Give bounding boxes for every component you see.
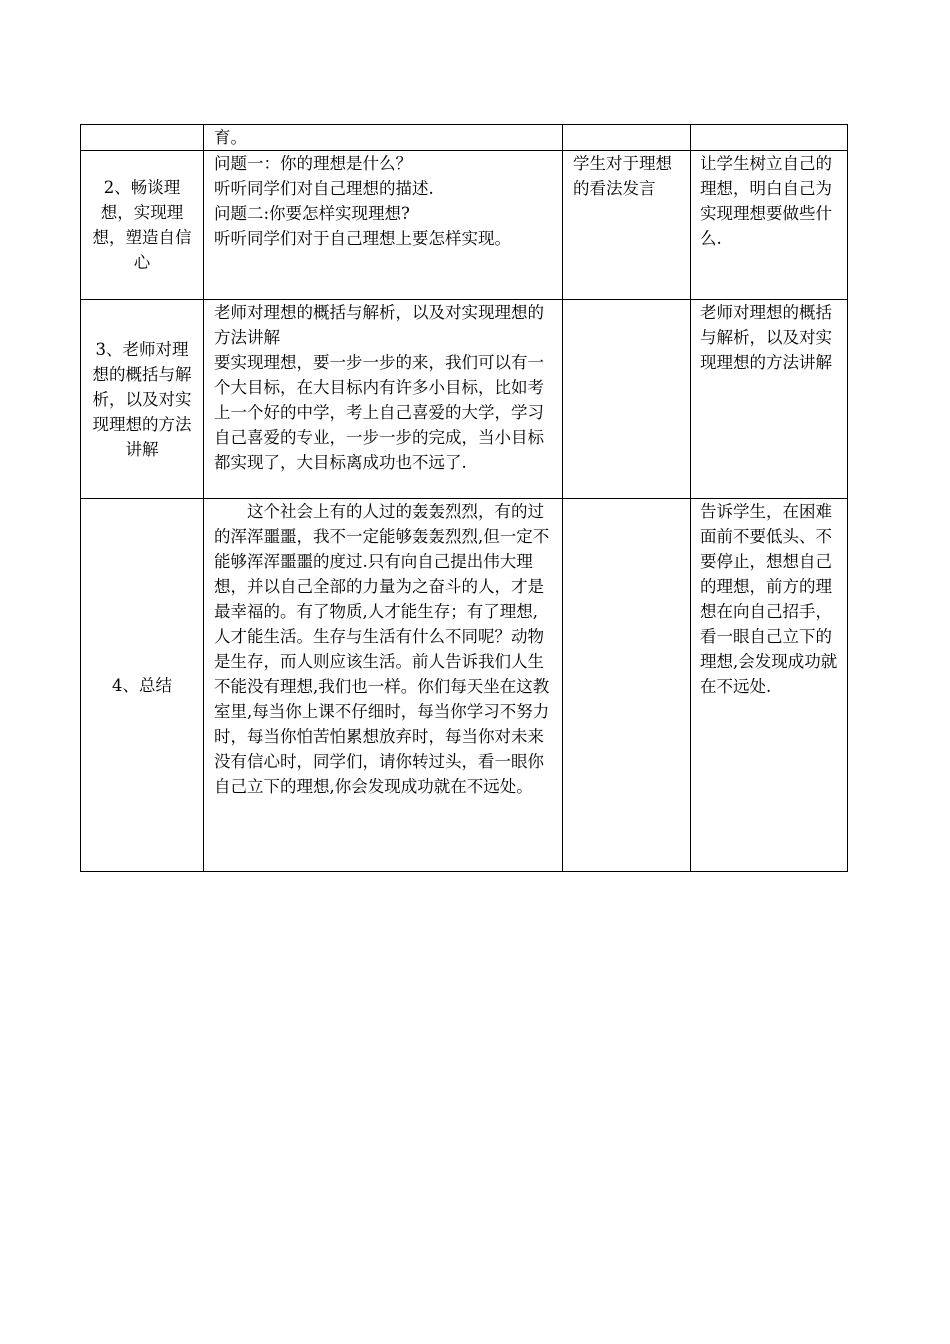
purpose-cell: 老师对理想的概括与解析，以及对实现理想的方法讲解	[691, 300, 848, 499]
student-activity-cell	[563, 125, 691, 151]
content-paragraph: 这个社会上有的人过的轰轰烈烈，有的过的浑浑噩噩，我不一定能够轰轰烈烈,但一定不能够浑浑噩噩的度过.只有向自己提出伟大理想，并以自己全部的力量为之奋斗的人，才是最幸福的。有了物质,人才能生存；有了理想,人才能生活。生存与生活有什么不同呢？动物是生存，而人则应该生活。前人告诉我们人生不能没有理想,我们也一样。你们每天坐在这教室里,每当你上课不仔细时，每当你学习不努力时，每当你怕苦怕累想放弃时，每当你对未来没有信心时，同学们，请你转过头，看一眼你自己立下的理想,你会发现成功就在不远处。	[214, 502, 550, 796]
content-cell	[204, 151, 563, 300]
table-row	[81, 151, 848, 300]
table-row	[81, 125, 848, 151]
content-paragraph: 问题二:你要怎样实现理想?	[214, 204, 410, 223]
purpose-cell	[691, 125, 848, 151]
purpose-cell: 告诉学生，在困难面前不要低头、不要停止，想想自己的理想，前方的理想在向自己招手，看一眼自己立下的理想,会发现成功就在不远处.	[691, 499, 848, 872]
content-paragraph: 要实现理想，要一步一步的来，我们可以有一个大目标，在大目标内有许多小目标，比如考上一个好的中学，考上自己喜爱的大学，学习自己喜爱的专业，一步一步的完成，当小目标都实现了，大目标离成功也不远了.	[214, 353, 544, 472]
table-row	[81, 300, 848, 499]
content-cell	[204, 300, 563, 499]
content-paragraph: 听听同学们对自己理想的描述.	[214, 179, 434, 198]
content-paragraph: 问题一：你的理想是什么？	[214, 154, 412, 173]
step-cell: 3、老师对理想的概括与解析，以及对实现理想的方法讲解	[81, 300, 204, 499]
table-row	[81, 499, 848, 872]
step-cell	[81, 125, 204, 151]
content-cell	[204, 499, 563, 872]
content-paragraph: 老师对理想的概括与解析，以及对实现理想的方法讲解	[214, 303, 544, 347]
step-cell: 2、畅谈理想，实现理想，塑造自信心	[81, 151, 204, 300]
student-activity-cell	[563, 499, 691, 872]
content-paragraph: 听听同学们对于自己理想上要怎样实现。	[214, 229, 511, 248]
lesson-plan-table	[80, 124, 848, 872]
content-paragraph: 育。	[214, 128, 247, 147]
student-activity-cell: 学生对于理想的看法发言	[563, 151, 691, 300]
purpose-cell: 让学生树立自己的理想，明白自己为实现理想要做些什么.	[691, 151, 848, 300]
content-cell	[204, 125, 563, 151]
step-cell: 4、总结	[81, 499, 204, 872]
student-activity-cell	[563, 300, 691, 499]
